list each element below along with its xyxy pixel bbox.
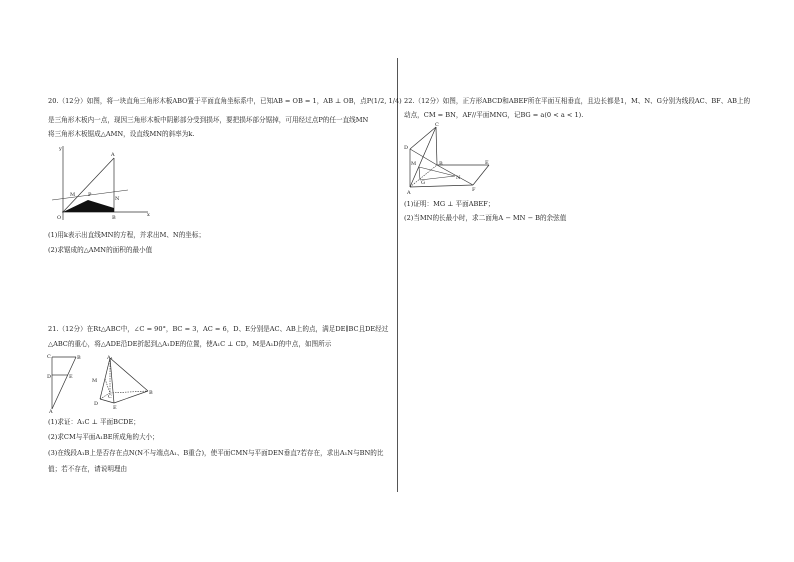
label-M: M [92, 378, 98, 384]
label-C: C [435, 122, 439, 128]
segment-A1B [110, 358, 148, 391]
q21-sub3-line2: 值；若不存在，请说明理由 [48, 465, 128, 473]
column-divider [397, 58, 398, 492]
q21-line2: △ABC的重心，将△ADE沿DE折起到△A₁DE的位置，使A₁C ⊥ CD，M是A₁D的中点，如图所示 [48, 340, 332, 348]
q21-line1: 21.（12分）在Rt△ABC中，∠C = 90°，BC = 3，AC = 6，D、E分别是AC、AB上的点，满足DE∥BC且DE经过 [48, 325, 389, 333]
q20-line3: 将三角形木板锯成△AMN，设直线MN的斜率为k. [48, 130, 195, 138]
segment-MN [419, 167, 455, 176]
label-F: F [472, 187, 476, 193]
q20-sub1: (1)用k表示出直线MN的方程，并求出M、N的坐标； [48, 231, 206, 239]
segment-BA [52, 357, 76, 409]
q20-coordinate-figure [48, 142, 158, 224]
label-C: C [47, 354, 51, 360]
label-B: B [439, 161, 443, 167]
q21-flat-triangle-figure [46, 351, 86, 413]
segment-MC [105, 379, 110, 393]
segment-GN [420, 176, 455, 180]
label-B: B [77, 355, 81, 361]
q22-sub1: (1)证明：MG ⊥ 平面ABEF； [404, 200, 495, 208]
label-D: D [94, 401, 99, 407]
segment-CB [436, 127, 437, 165]
label-M: M [70, 192, 76, 198]
label-E: E [69, 374, 73, 380]
label-A1: A₁ [107, 355, 113, 361]
damaged-region [63, 200, 114, 212]
q22-perpendicular-squares-figure [403, 121, 497, 195]
label-N: N [115, 196, 120, 202]
label-C: C [108, 394, 112, 400]
label-G: G [421, 180, 425, 186]
label-x: x [147, 212, 150, 218]
segment-FA [410, 185, 473, 187]
q21-folded-figure [86, 353, 158, 411]
segment-MG [419, 167, 420, 180]
segment-EB [114, 391, 148, 403]
q20-line2: 是三角形木板内一点，现因三角形木板中阴影部分受到损坏，要把损坏部分锯掉，可用经过点P的任一直线MN [48, 116, 369, 124]
label-D: D [404, 145, 409, 151]
label-N: N [456, 175, 461, 181]
q21-sub1: (1)求证：A₁C ⊥ 平面BCDE； [48, 418, 140, 426]
label-M: M [411, 161, 417, 167]
label-P: P [88, 192, 92, 198]
segment-A1D [100, 358, 110, 399]
q21-sub2: (2)求CM与平面A₁BE所成角的大小； [48, 433, 159, 441]
label-D: D [47, 374, 52, 380]
q22-line2: 动点，CM = BN，AF//平面MNG，记BG = a(0 < a < 1). [404, 111, 584, 119]
label-A: A [407, 190, 411, 195]
label-B: B [149, 390, 153, 396]
segment-DE [100, 399, 114, 403]
label-A: A [111, 152, 115, 158]
label-E: E [485, 160, 489, 166]
label-B: B [112, 215, 116, 221]
q22-line1: 22.（12分）如图，正方形ABCD和ABEF所在平面互相垂直，且边长都是1，M、N、G分别为线段AC、BF、AB上的 [404, 97, 751, 105]
q20-sub2: (2)求锯成的△AMN的面积的最小值 [48, 246, 153, 254]
segment-DC [410, 127, 436, 149]
label-A: A [49, 409, 53, 413]
q21-sub3-line1: (3)在线段A₁B上是否存在点N(N不与端点A₁、B重合)，使平面CMN与平面DEN垂直?若存在，求出A₁N与BN的比 [48, 449, 384, 457]
label-y: y [59, 146, 62, 152]
label-E: E [113, 405, 117, 411]
q20-line1: 20.（12分）如图，将一块直角三角形木板ABO置于平面直角坐标系中，已知AB = OB = 1，AB ⊥ OB，点P(1/2, 1/4) [48, 97, 402, 105]
label-O: O [57, 215, 62, 221]
segment-EF [473, 165, 489, 185]
segment-BF [437, 165, 473, 185]
q22-sub2: (2)当MN的长最小时，求二面角A − MN − B的余弦值 [404, 214, 567, 222]
